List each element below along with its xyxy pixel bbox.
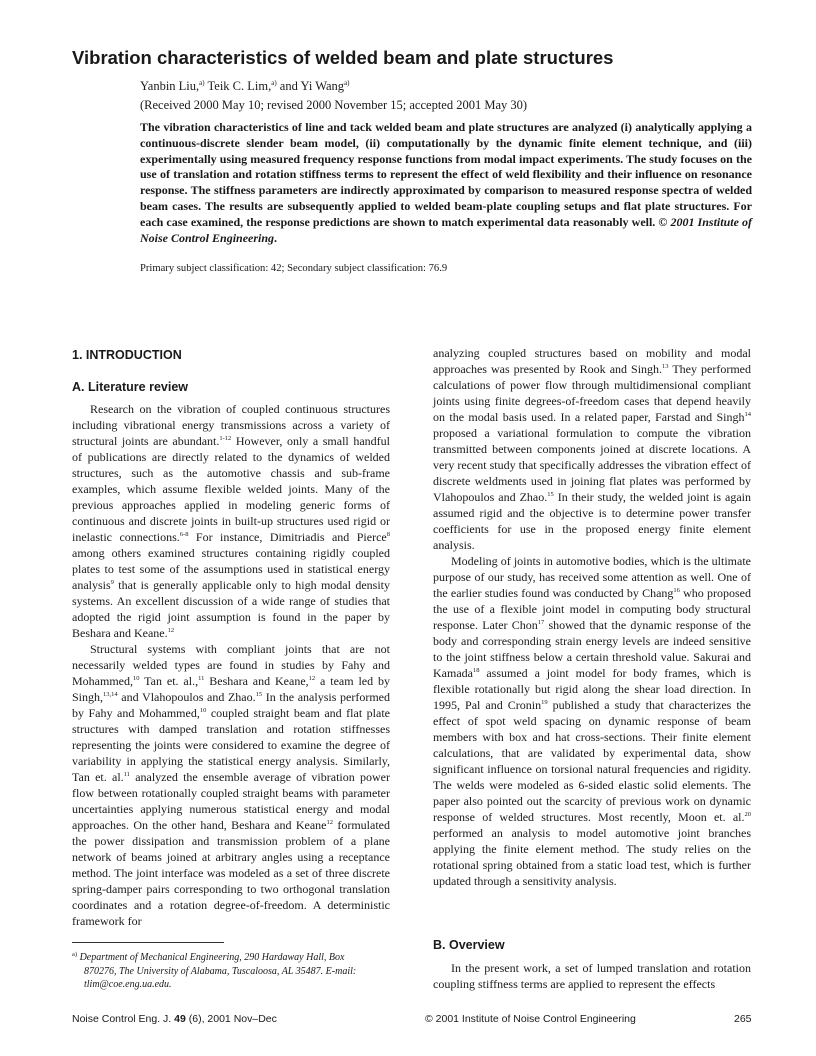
footnote-line: Department of Mechanical Engineering, 290 Hardaway Hall, Box: [77, 952, 345, 963]
text-run: They performed calculations of power flow through multidimensional compliant joints using finite degrees-of-freedom cases that depend heavily on the modal basis used. In a related paper, Farstad and Singh: [433, 362, 751, 424]
received-dates: (Received 2000 May 10; revised 2000 November 15; accepted 2001 May 30): [140, 98, 528, 112]
author-liu: Yanbin Liu,: [140, 79, 200, 93]
text-run: Modeling of joints in automotive bodies, which is the ultimate purpose of our study, has received some attention as well. One of the earlier studies found was conducted by Chang: [433, 554, 751, 600]
citation: 13,14: [103, 691, 118, 698]
footer-journal: [72, 1012, 277, 1026]
citation: 20: [744, 811, 751, 818]
footnote-divider: [72, 942, 224, 943]
author-wang: and Yi Wang: [276, 79, 345, 93]
citation: 17: [537, 619, 545, 626]
citation: 12: [167, 627, 175, 634]
overview-text: [433, 960, 751, 992]
citation: 15: [255, 691, 263, 698]
right-column-text: [433, 345, 751, 889]
footer-copyright: © 2001 Institute of Noise Control Engineering: [425, 1013, 636, 1025]
text-run: that is generally applicable only to high modal density systems. An excellent discussion of a wide range of studies that adopted the rigid joint assumption is found in the paper by Beshara and Keane.: [72, 578, 390, 640]
citation: 12: [308, 675, 316, 682]
paragraph: [72, 401, 390, 641]
affiliation-mark: a): [271, 79, 277, 87]
text-run: and Vlahopoulos and Zhao.: [117, 690, 256, 704]
citation: 11: [123, 771, 130, 778]
subsection-heading-literature-review: A. Literature review: [72, 380, 189, 394]
subject-classification: Primary subject classification: 42; Secondary subject classification: 76.9: [140, 263, 448, 274]
left-column-text: [72, 401, 390, 929]
abstract: [140, 120, 752, 246]
text-run: analyzing coupled structures based on mobility and modal approaches was presented by Rook and Singh.: [433, 346, 751, 376]
citation: 9: [110, 579, 114, 586]
journal-issue: (6), 2001 Nov–Dec: [185, 1013, 277, 1025]
footnote-line: 870276, The University of Alabama, Tuscaloosa, AL 35487. E-mail: tlim@coe.eng.ua.edu.: [84, 965, 357, 990]
paper-title: Vibration characteristics of welded beam and plate structures: [72, 47, 614, 68]
author-lim: Teik C. Lim,: [204, 79, 272, 93]
abstract-text: The vibration characteristics of line and tack welded beam and plate structures are analyzed (i) analytically applying a continuous-discrete slender beam model, (ii) computationally by the dynamic finite element technique, and (iii) experimentally using measured frequency response functions from modal impact experiments. The study focuses on the use of translation and rotation stiffness terms to represent the effect of weld flexibility and their influence on resonance response. The stiffness parameters are indirectly approximated by comparison to measured response spectra of welded beam cases. The results are subsequently applied to welded beam-plate coupling setups and flat plate structures. For each case examined, the response predictions are shown to match experimental data reasonably well.: [140, 120, 752, 229]
footnote-mark: a): [72, 951, 78, 958]
text-run: However, only a small handful of publications are directly related to the dynamics of welded structures, such as the automotive chassis and sub-frame examples, which assume flexible welded joints. Many of the previous approaches applied in modeling generic forms of continuous and discrete joints in built-up structures used rigid or inelastic connections.: [72, 434, 390, 544]
text-run: showed that the dynamic response of the body and corresponding strain energy levels are indeed sensitive to the joint stiffness below a certain threshold value. Sakurai and Kamada: [433, 618, 751, 680]
text-run: For instance, Dimitriadis and Pierce: [188, 530, 387, 544]
citation: 13: [662, 363, 669, 370]
text-run: a team led by Singh,: [72, 674, 391, 704]
text-run: Research on the vibration of coupled continuous structures including vibrational energy transmissions across a variety of structural joints are abundant.: [72, 402, 390, 448]
author-list: [140, 75, 350, 94]
paragraph: In the present work, a set of lumped translation and rotation coupling stiffness terms are applied to represent the effects: [433, 961, 751, 991]
text-run: coupled straight beam and flat plate structures with damped translation and rotation stiffnesses representing the joints were considered to examine the degree of variability in applying the statistical energy analysis. Similarly, Tan et. al.: [72, 706, 390, 784]
citation: 11: [198, 675, 205, 682]
citation: 8: [386, 531, 390, 538]
citation: 1-12: [219, 435, 232, 442]
citation: 16: [673, 587, 680, 594]
citation: 10: [199, 707, 207, 714]
author-footnote: [72, 948, 390, 992]
citation: 19: [541, 699, 548, 706]
paragraph: [433, 345, 751, 553]
text-run: among others examined structures containing rigidly coupled plates to test some of the assumptions used in statistical energy analysis: [72, 546, 390, 592]
affiliation-mark: a): [344, 79, 350, 87]
citation: 14: [744, 411, 751, 418]
text-run: analyzed the ensemble average of vibration power flow between rotationally coupled straight beams with parameter uncertainties applying numerous statistical energy and modal approaches. On the other hand, Beshara and Keane: [72, 770, 390, 832]
paragraph: [72, 641, 390, 929]
journal-volume: 49: [174, 1013, 186, 1025]
text-run: Beshara and Keane,: [204, 674, 309, 688]
paragraph: [433, 553, 751, 889]
citation: 18: [472, 667, 480, 674]
citation: 6-8: [179, 531, 189, 538]
citation: 15: [547, 491, 554, 498]
citation: 12: [326, 819, 333, 826]
abstract-copyright: © 2001 Institute of Noise Control Engineering: [140, 214, 753, 245]
citation: 10: [133, 675, 140, 682]
abstract-end: .: [274, 230, 278, 245]
text-run: who proposed the use of a flexible joint model in computing body structural response. Later Chon: [433, 586, 751, 632]
text-run: Tan et. al.,: [139, 674, 199, 688]
text-run: Structural systems with compliant joints that are not necessarily welded types are found in studies by Fahy and Mohammed,: [72, 642, 390, 688]
text-run: performed an analysis to model automotive joint branches applying the finite element method. The study relies on the rotational spring obtained from a static load test, which is further updated through a sensitivity analysis.: [433, 826, 751, 888]
text-run: In their study, the welded joint is again assumed rigid and the objective is to determine power transfer coefficients for use in the proposed energy finite element analysis.: [433, 490, 752, 552]
journal-name: Noise Control Eng. J.: [72, 1013, 175, 1025]
affiliation-mark: a): [199, 79, 205, 87]
text-run: formulated the power dissipation and transmission problem of a plane network of beams joined at arbitrary angles using a receptance method. The joint interface was modeled as a set of three discrete spring-damper pairs corresponding to two orthogonal translation coordinates and a rotation degree-of-freedom. A deterministic framework for: [72, 818, 390, 928]
section-heading-introduction: 1. INTRODUCTION: [72, 348, 182, 362]
page-number: 265: [734, 1013, 752, 1025]
text-run: published a study that characterizes the effect of spot weld spacing on dynamic response of beam members with box and hat cross-sections. Their finite element calculations, that are validated by experimental data, show significant influence on torsional natural frequencies and rigidity. The welds were modeled as 6-sided elastic solid elements. The paper also pointed out the scarcity of previous work on dynamic response of welded structures. Most recently, Moon et. al.: [433, 698, 751, 824]
text-run: proposed a variational formulation to compute the vibration transmitted between components joined at discrete locations. A very recent study that specifically addresses the vibration effect of discrete weldments used in joining flat plates was performed by Vlahopoulos and Zhao.: [433, 426, 751, 504]
text-run: In the analysis performed by Fahy and Mohammed,: [72, 690, 391, 720]
subsection-heading-overview: B. Overview: [433, 938, 505, 952]
text-run: assumed a joint model for body frames, which is flexible rotationally but rigid along the shear load direction. In 1995, Pal and Cronin: [433, 666, 751, 712]
